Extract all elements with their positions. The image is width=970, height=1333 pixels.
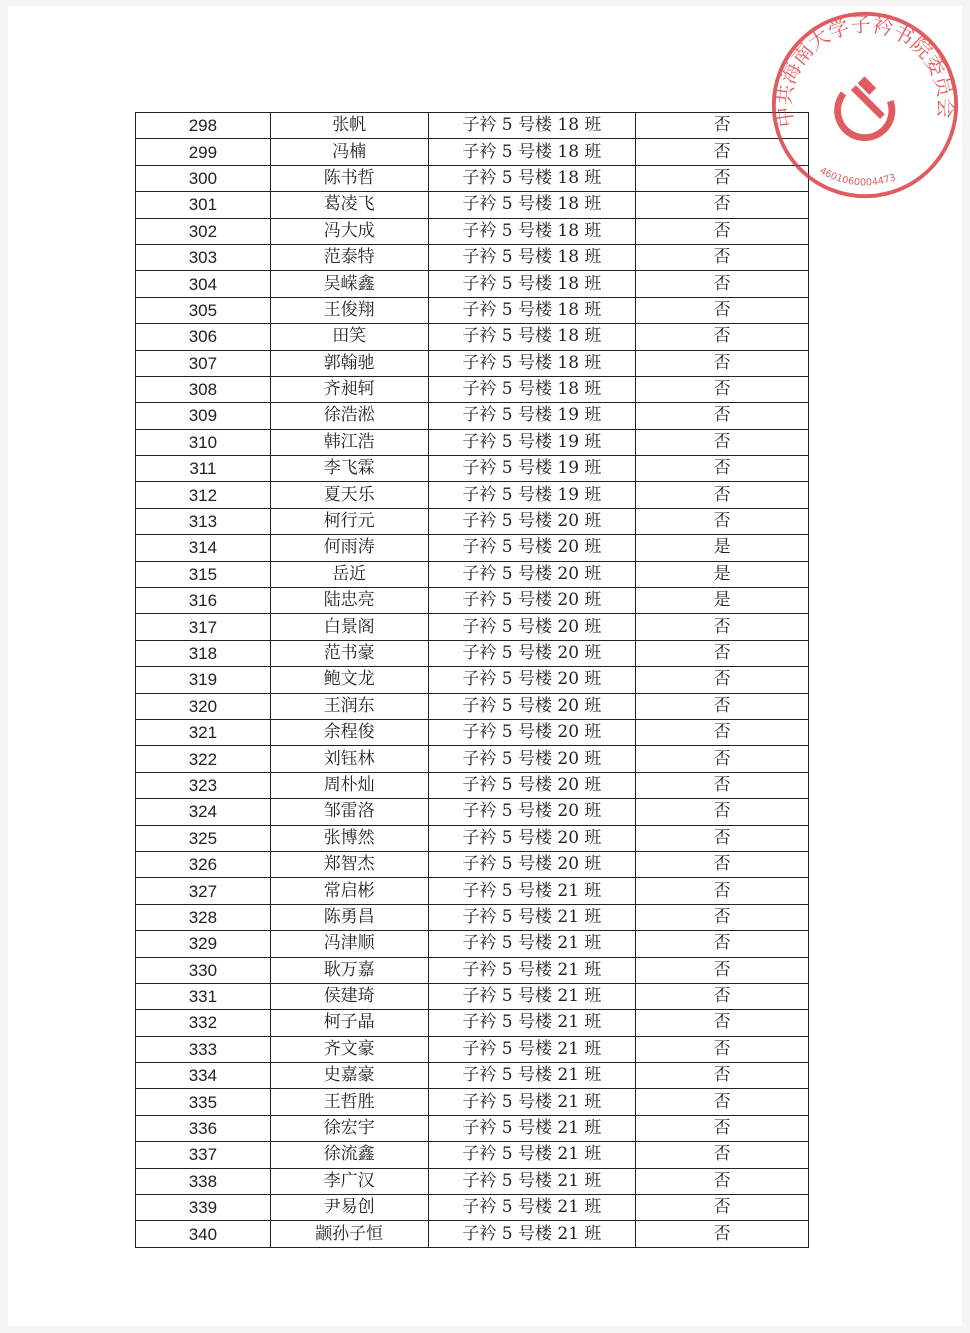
row-number: 305 — [136, 297, 271, 323]
table-row — [136, 165, 809, 191]
status-flag: 否 — [636, 429, 809, 455]
class-name: 子衿 5 号楼 20 班 — [428, 799, 636, 825]
status-flag: 否 — [636, 614, 809, 640]
class-name: 子衿 5 号楼 21 班 — [428, 1168, 636, 1194]
row-number: 306 — [136, 324, 271, 350]
table-row — [136, 1115, 809, 1141]
student-name: 田笑 — [270, 324, 428, 350]
table-row — [136, 535, 809, 561]
status-flag: 否 — [636, 218, 809, 244]
status-flag: 否 — [636, 1142, 809, 1168]
table-row — [136, 1010, 809, 1036]
table-row — [136, 192, 809, 218]
class-name: 子衿 5 号楼 20 班 — [428, 825, 636, 851]
row-number: 308 — [136, 376, 271, 402]
class-name: 子衿 5 号楼 21 班 — [428, 878, 636, 904]
table-row — [136, 904, 809, 930]
student-name: 耿万嘉 — [270, 957, 428, 983]
student-name: 徐浩淞 — [270, 403, 428, 429]
row-number: 309 — [136, 403, 271, 429]
student-name: 徐流鑫 — [270, 1142, 428, 1168]
student-name: 郑智杰 — [270, 851, 428, 877]
row-number: 340 — [136, 1221, 271, 1247]
table-row — [136, 667, 809, 693]
status-flag: 否 — [636, 746, 809, 772]
class-name: 子衿 5 号楼 20 班 — [428, 588, 636, 614]
row-number: 323 — [136, 772, 271, 798]
table-row — [136, 799, 809, 825]
class-name: 子衿 5 号楼 19 班 — [428, 482, 636, 508]
status-flag: 否 — [636, 376, 809, 402]
status-flag: 否 — [636, 482, 809, 508]
table-row — [136, 825, 809, 851]
row-number: 328 — [136, 904, 271, 930]
student-name: 白景阁 — [270, 614, 428, 640]
row-number: 327 — [136, 878, 271, 904]
row-number: 339 — [136, 1195, 271, 1221]
table-row — [136, 244, 809, 270]
table-row — [136, 113, 809, 139]
status-flag: 否 — [636, 165, 809, 191]
status-flag: 否 — [636, 719, 809, 745]
table-row — [136, 851, 809, 877]
row-number: 307 — [136, 350, 271, 376]
student-name: 范泰特 — [270, 244, 428, 270]
status-flag: 否 — [636, 983, 809, 1009]
status-flag: 否 — [636, 324, 809, 350]
class-name: 子衿 5 号楼 18 班 — [428, 350, 636, 376]
row-number: 325 — [136, 825, 271, 851]
student-name: 史嘉豪 — [270, 1063, 428, 1089]
student-name: 郭翰驰 — [270, 350, 428, 376]
status-flag: 否 — [636, 192, 809, 218]
status-flag: 否 — [636, 1115, 809, 1141]
stamp-code: 4601060004473 — [817, 165, 898, 189]
class-name: 子衿 5 号楼 18 班 — [428, 271, 636, 297]
row-number: 318 — [136, 640, 271, 666]
row-number: 331 — [136, 983, 271, 1009]
student-name: 王哲胜 — [270, 1089, 428, 1115]
class-name: 子衿 5 号楼 18 班 — [428, 113, 636, 139]
row-number: 317 — [136, 614, 271, 640]
student-name: 冯大成 — [270, 218, 428, 244]
student-name: 常启彬 — [270, 878, 428, 904]
student-name: 刘钰林 — [270, 746, 428, 772]
class-name: 子衿 5 号楼 18 班 — [428, 324, 636, 350]
student-name: 鲍文龙 — [270, 667, 428, 693]
row-number: 304 — [136, 271, 271, 297]
class-name: 子衿 5 号楼 21 班 — [428, 983, 636, 1009]
status-flag: 否 — [636, 244, 809, 270]
class-name: 子衿 5 号楼 21 班 — [428, 904, 636, 930]
row-number: 316 — [136, 588, 271, 614]
student-name: 李广汉 — [270, 1168, 428, 1194]
class-name: 子衿 5 号楼 21 班 — [428, 1115, 636, 1141]
table-row — [136, 1089, 809, 1115]
row-number: 315 — [136, 561, 271, 587]
table-row — [136, 1063, 809, 1089]
row-number: 301 — [136, 192, 271, 218]
student-name: 范书豪 — [270, 640, 428, 666]
table-row — [136, 640, 809, 666]
student-name: 张帆 — [270, 113, 428, 139]
table-row — [136, 772, 809, 798]
student-name: 夏天乐 — [270, 482, 428, 508]
class-name: 子衿 5 号楼 19 班 — [428, 456, 636, 482]
row-number: 329 — [136, 931, 271, 957]
table-row — [136, 218, 809, 244]
table-row — [136, 456, 809, 482]
row-number: 322 — [136, 746, 271, 772]
status-flag: 否 — [636, 904, 809, 930]
row-number: 299 — [136, 139, 271, 165]
status-flag: 否 — [636, 667, 809, 693]
class-name: 子衿 5 号楼 20 班 — [428, 693, 636, 719]
table-row — [136, 957, 809, 983]
table-row — [136, 139, 809, 165]
status-flag: 是 — [636, 535, 809, 561]
student-name: 陈勇昌 — [270, 904, 428, 930]
class-name: 子衿 5 号楼 21 班 — [428, 1195, 636, 1221]
class-name: 子衿 5 号楼 18 班 — [428, 139, 636, 165]
row-number: 314 — [136, 535, 271, 561]
stamp-text: 中共海南大学子衿书院委员会 — [771, 12, 959, 129]
class-name: 子衿 5 号楼 18 班 — [428, 165, 636, 191]
class-name: 子衿 5 号楼 21 班 — [428, 1063, 636, 1089]
row-number: 311 — [136, 456, 271, 482]
class-name: 子衿 5 号楼 20 班 — [428, 667, 636, 693]
status-flag: 否 — [636, 1063, 809, 1089]
class-name: 子衿 5 号楼 18 班 — [428, 218, 636, 244]
student-name: 李飞霖 — [270, 456, 428, 482]
table-row — [136, 508, 809, 534]
row-number: 332 — [136, 1010, 271, 1036]
row-number: 321 — [136, 719, 271, 745]
table-row — [136, 561, 809, 587]
class-name: 子衿 5 号楼 21 班 — [428, 1010, 636, 1036]
student-name: 尹易创 — [270, 1195, 428, 1221]
class-name: 子衿 5 号楼 20 班 — [428, 535, 636, 561]
student-table-body — [136, 113, 809, 1248]
class-name: 子衿 5 号楼 19 班 — [428, 403, 636, 429]
student-name: 岳近 — [270, 561, 428, 587]
row-number: 324 — [136, 799, 271, 825]
table-row — [136, 746, 809, 772]
status-flag: 否 — [636, 693, 809, 719]
table-row — [136, 693, 809, 719]
student-name: 吴嵘鑫 — [270, 271, 428, 297]
row-number: 298 — [136, 113, 271, 139]
row-number: 300 — [136, 165, 271, 191]
table-row — [136, 482, 809, 508]
student-name: 齐文豪 — [270, 1036, 428, 1062]
status-flag: 否 — [636, 799, 809, 825]
status-flag: 是 — [636, 588, 809, 614]
status-flag: 否 — [636, 1195, 809, 1221]
table-row — [136, 376, 809, 402]
row-number: 334 — [136, 1063, 271, 1089]
student-name: 王润东 — [270, 693, 428, 719]
student-name: 葛凌飞 — [270, 192, 428, 218]
student-name: 侯建琦 — [270, 983, 428, 1009]
student-name: 陆忠亮 — [270, 588, 428, 614]
status-flag: 否 — [636, 957, 809, 983]
student-name: 齐昶轲 — [270, 376, 428, 402]
status-flag: 否 — [636, 1010, 809, 1036]
student-name: 韩江浩 — [270, 429, 428, 455]
table-row — [136, 271, 809, 297]
class-name: 子衿 5 号楼 18 班 — [428, 244, 636, 270]
table-row — [136, 324, 809, 350]
class-name: 子衿 5 号楼 20 班 — [428, 746, 636, 772]
table-row — [136, 429, 809, 455]
status-flag: 否 — [636, 878, 809, 904]
student-name: 何雨涛 — [270, 535, 428, 561]
row-number: 319 — [136, 667, 271, 693]
student-name: 邹雷洛 — [270, 799, 428, 825]
status-flag: 否 — [636, 350, 809, 376]
class-name: 子衿 5 号楼 21 班 — [428, 1142, 636, 1168]
table-row — [136, 1168, 809, 1194]
table-row — [136, 350, 809, 376]
table-row — [136, 403, 809, 429]
table-row — [136, 1195, 809, 1221]
status-flag: 否 — [636, 1089, 809, 1115]
class-name: 子衿 5 号楼 21 班 — [428, 957, 636, 983]
table-row — [136, 614, 809, 640]
status-flag: 否 — [636, 297, 809, 323]
status-flag: 否 — [636, 139, 809, 165]
status-flag: 否 — [636, 1168, 809, 1194]
student-name: 徐宏宇 — [270, 1115, 428, 1141]
status-flag: 否 — [636, 825, 809, 851]
student-name: 张博然 — [270, 825, 428, 851]
class-name: 子衿 5 号楼 20 班 — [428, 614, 636, 640]
status-flag: 否 — [636, 1036, 809, 1062]
student-name: 柯子晶 — [270, 1010, 428, 1036]
student-name: 柯行元 — [270, 508, 428, 534]
row-number: 320 — [136, 693, 271, 719]
status-flag: 否 — [636, 851, 809, 877]
class-name: 子衿 5 号楼 20 班 — [428, 719, 636, 745]
status-flag: 否 — [636, 1221, 809, 1247]
student-name: 王俊翔 — [270, 297, 428, 323]
class-name: 子衿 5 号楼 18 班 — [428, 192, 636, 218]
status-flag: 否 — [636, 113, 809, 139]
class-name: 子衿 5 号楼 19 班 — [428, 429, 636, 455]
table-row — [136, 983, 809, 1009]
student-name: 冯楠 — [270, 139, 428, 165]
class-name: 子衿 5 号楼 21 班 — [428, 1221, 636, 1247]
class-name: 子衿 5 号楼 18 班 — [428, 297, 636, 323]
row-number: 330 — [136, 957, 271, 983]
student-name: 颛孙子恒 — [270, 1221, 428, 1247]
student-name: 余程俊 — [270, 719, 428, 745]
student-name: 冯津顺 — [270, 931, 428, 957]
class-name: 子衿 5 号楼 20 班 — [428, 561, 636, 587]
row-number: 310 — [136, 429, 271, 455]
student-name: 周朴灿 — [270, 772, 428, 798]
row-number: 313 — [136, 508, 271, 534]
row-number: 335 — [136, 1089, 271, 1115]
status-flag: 否 — [636, 456, 809, 482]
table-row — [136, 931, 809, 957]
class-name: 子衿 5 号楼 21 班 — [428, 931, 636, 957]
status-flag: 否 — [636, 931, 809, 957]
table-row — [136, 1142, 809, 1168]
row-number: 303 — [136, 244, 271, 270]
class-name: 子衿 5 号楼 20 班 — [428, 508, 636, 534]
table-row — [136, 1036, 809, 1062]
table-row — [136, 1221, 809, 1247]
table-row — [136, 878, 809, 904]
student-name: 陈书哲 — [270, 165, 428, 191]
row-number: 326 — [136, 851, 271, 877]
student-table — [135, 112, 809, 1248]
status-flag: 否 — [636, 271, 809, 297]
row-number: 336 — [136, 1115, 271, 1141]
class-name: 子衿 5 号楼 21 班 — [428, 1036, 636, 1062]
status-flag: 否 — [636, 772, 809, 798]
status-flag: 是 — [636, 561, 809, 587]
row-number: 312 — [136, 482, 271, 508]
class-name: 子衿 5 号楼 20 班 — [428, 640, 636, 666]
class-name: 子衿 5 号楼 18 班 — [428, 376, 636, 402]
table-row — [136, 297, 809, 323]
status-flag: 否 — [636, 403, 809, 429]
row-number: 333 — [136, 1036, 271, 1062]
row-number: 338 — [136, 1168, 271, 1194]
status-flag: 否 — [636, 508, 809, 534]
class-name: 子衿 5 号楼 20 班 — [428, 851, 636, 877]
class-name: 子衿 5 号楼 21 班 — [428, 1089, 636, 1115]
table-row — [136, 588, 809, 614]
row-number: 337 — [136, 1142, 271, 1168]
class-name: 子衿 5 号楼 20 班 — [428, 772, 636, 798]
status-flag: 否 — [636, 640, 809, 666]
row-number: 302 — [136, 218, 271, 244]
table-row — [136, 719, 809, 745]
